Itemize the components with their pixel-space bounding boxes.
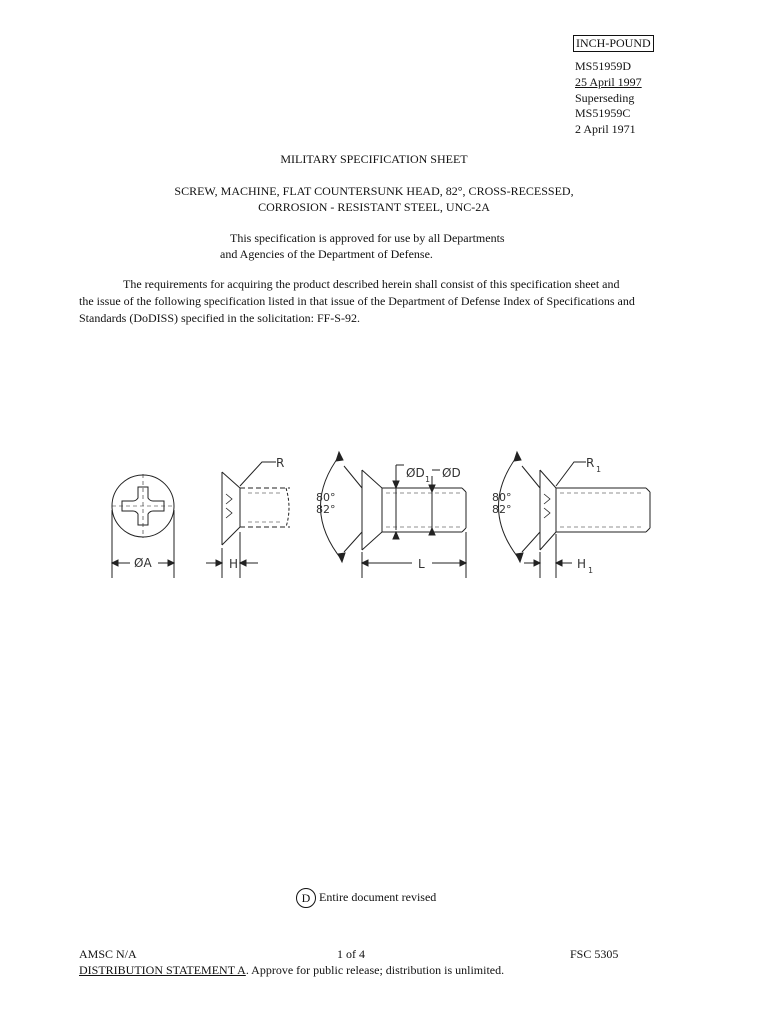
- previous-document-date: 2 April 1971: [575, 122, 636, 136]
- distribution-label: DISTRIBUTION STATEMENT A: [79, 963, 246, 977]
- requirements-line-2: the issue of the following specification listed in that issue of the Department of Defense Index of Specifications and: [79, 294, 635, 308]
- label-angle-82-left: 82°: [316, 503, 336, 516]
- label-angle-80-right: 80°: [492, 491, 512, 504]
- revision-text: Entire document revised: [319, 889, 437, 904]
- label-angle-82-right: 82°: [492, 503, 512, 516]
- item-title-line-2: CORROSION - RESISTANT STEEL, UNC-2A: [258, 200, 490, 214]
- revision-note: [296, 888, 436, 908]
- footer-fsc: FSC 5305: [570, 947, 619, 961]
- head-side-view: [206, 462, 290, 578]
- label-angle-80-left: 80°: [316, 491, 336, 504]
- approval-line-2: and Agencies of the Department of Defense.: [220, 247, 433, 261]
- label-radius-r1: R: [586, 456, 595, 470]
- label-diameter-d1: ØD: [406, 466, 425, 480]
- revision-symbol: D: [296, 888, 316, 908]
- unit-system-badge: INCH-POUND: [573, 35, 654, 52]
- document-number: MS51959D: [575, 59, 632, 73]
- label-radius-r: R: [276, 456, 285, 470]
- document-date: 25 April 1997: [575, 75, 642, 89]
- label-subscript-h1: 1: [588, 566, 594, 575]
- label-diameter-a: ØA: [134, 556, 152, 570]
- footer-distribution: [79, 963, 504, 978]
- label-subscript-d1: 1: [425, 475, 431, 484]
- distribution-text: . Approve for public release; distribution is unlimited.: [245, 963, 505, 977]
- requirements-line-1: The requirements for acquiring the product described herein shall consist of this specification sheet and: [123, 277, 620, 291]
- approval-line-1: This specification is approved for use by all Departments: [230, 231, 505, 245]
- sheet-type-title: MILITARY SPECIFICATION SHEET: [280, 152, 468, 166]
- requirements-line-3: Standards (DoDISS) specified in the solicitation: FF-S-92.: [79, 311, 360, 325]
- superseding-label: Superseding: [575, 91, 635, 105]
- label-height-h1: H: [577, 557, 587, 571]
- label-height-h: H: [229, 557, 239, 571]
- footer-amsc: AMSC N/A: [79, 947, 137, 961]
- label-diameter-d: ØD: [442, 466, 461, 480]
- alternate-screw-view: [498, 452, 650, 578]
- label-length-l: L: [418, 557, 425, 571]
- label-subscript-r1: 1: [596, 465, 602, 474]
- item-title-line-1: SCREW, MACHINE, FLAT COUNTERSUNK HEAD, 82°, CROSS-RECESSED,: [174, 184, 574, 198]
- footer-page-number: 1 of 4: [337, 947, 365, 961]
- previous-document-number: MS51959C: [575, 106, 631, 120]
